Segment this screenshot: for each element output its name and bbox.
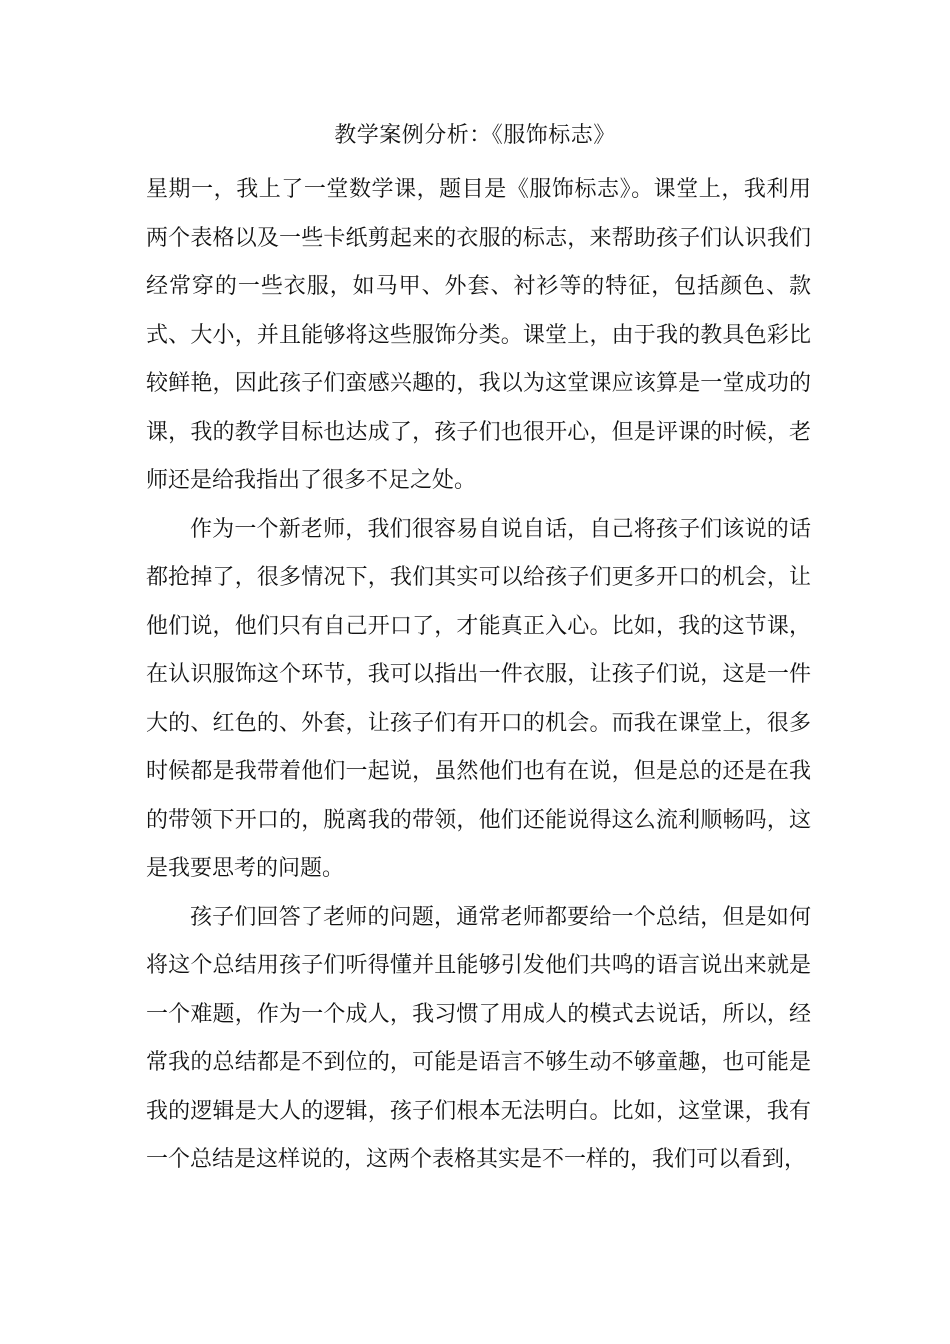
paragraph-3: 孩子们回答了老师的问题，通常老师都要给一个总结，但是如何将这个总结用孩子们听得懂并且能够引发他们共鸣的语言说出来就是一个难题，作为一个成人，我习惯了用成人的模式去说话，所以，经常我的总结都是不到位的，可能是语言不够生动不够童趣，也可能是我的逻辑是大人的逻辑，孩子们根本无法明白。比如，这堂课，我有一个总结是这样说的，这两个表格其实是不一样的，我们可以看到， [146, 904, 811, 1172]
paragraph-2: 作为一个新老师，我们很容易自说自话，自己将孩子们该说的话都抢掉了，很多情况下，我们其实可以给孩子们更多开口的机会，让他们说，他们只有自己开口了，才能真正入心。比如，我的这节课，在认识服饰这个环节，我可以指出一件衣服，让孩子们说，这是一件大的、红色的、外套，让孩子们有开口的机会。而我在课堂上，很多时候都是我带着他们一起说，虽然他们也有在说，但是总的还是在我的带领下开口的，脱离我的带领，他们还能说得这么流利顺畅吗，这是我要思考的问题。 [146, 516, 811, 881]
document-title: 教学案例分析：《服饰标志》 [334, 123, 616, 148]
document-body [146, 166, 811, 1185]
paragraph-1: 星期一，我上了一堂数学课，题目是《服饰标志》。课堂上，我利用两个表格以及一些卡纸剪起来的衣服的标志，来帮助孩子们认识我们经常穿的一些衣服，如马甲、外套、衬衫等的特征，包括颜色、款式、大小，并且能够将这些服饰分类。课堂上，由于我的教具色彩比较鲜艳，因此孩子们蛮感兴趣的，我以为这堂课应该算是一堂成功的课，我的教学目标也达成了，孩子们也很开心，但是评课的时候，老师还是给我指出了很多不足之处。 [146, 177, 811, 493]
